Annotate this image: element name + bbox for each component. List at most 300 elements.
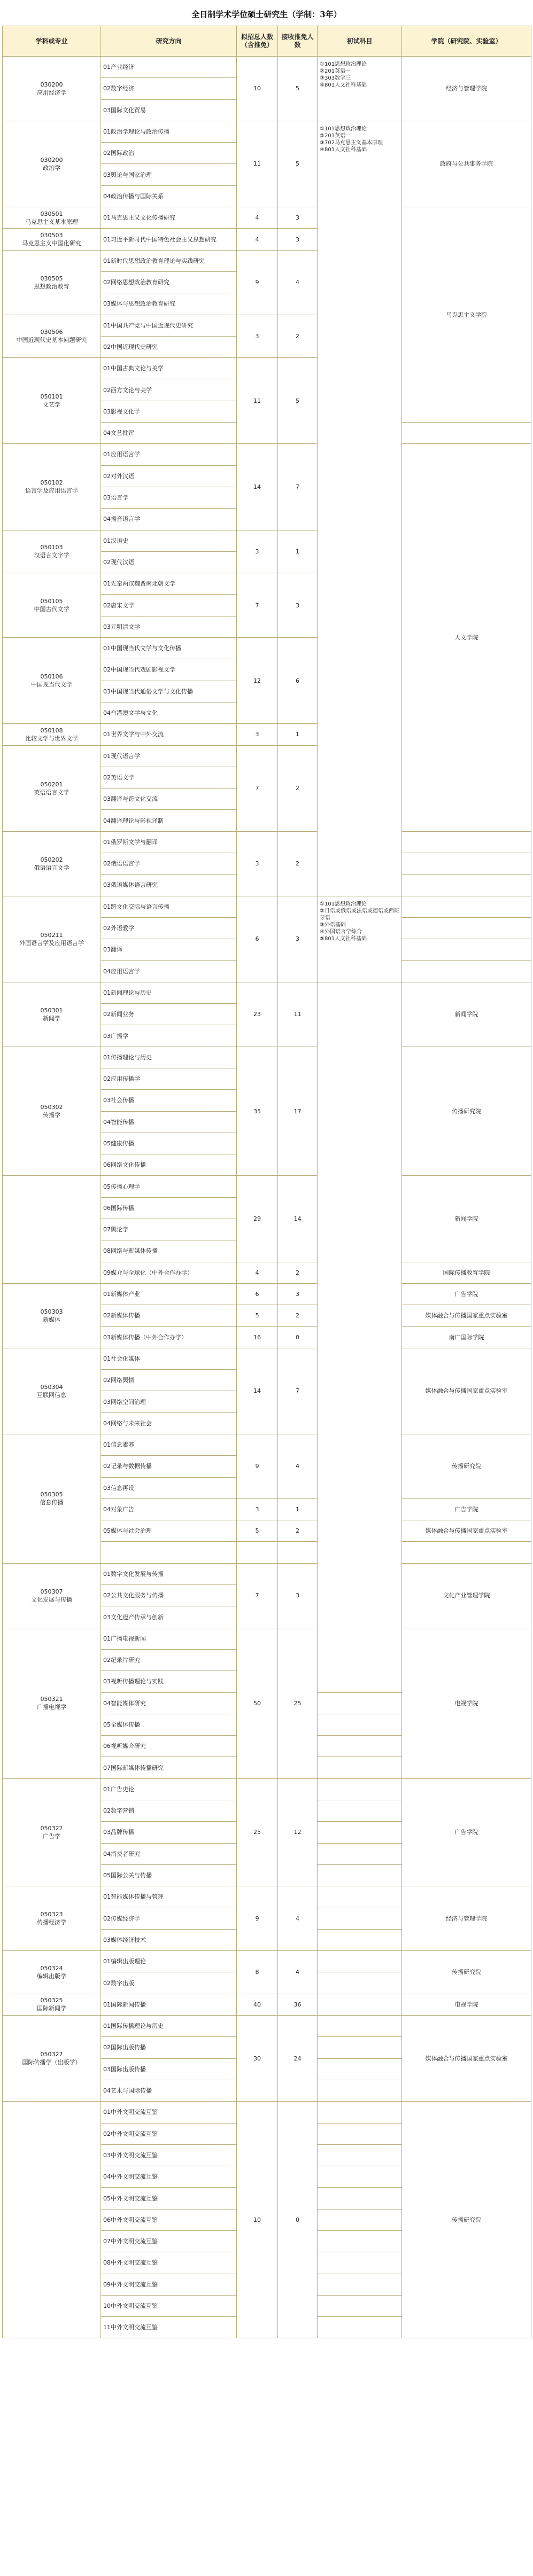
- total-count-cell: 14: [237, 1348, 278, 1434]
- direction-cell: 02传媒经济学: [101, 1908, 237, 1929]
- header-exempt: 接收推免人数: [278, 26, 318, 57]
- exempt-count-cell: 7: [278, 444, 318, 530]
- exempt-count-cell: 3: [278, 229, 318, 250]
- table-row: [3, 1951, 531, 1972]
- total-count-cell: 4: [237, 207, 278, 229]
- direction-cell: 01数字文化发展与传播: [101, 1563, 237, 1584]
- major-cell: 050105 中国古代文学: [3, 573, 101, 638]
- total-count-cell: 3: [237, 831, 278, 896]
- table-row: [3, 896, 531, 917]
- empty-cell: [402, 896, 531, 917]
- department-cell: 文化产业管理学院: [402, 1563, 531, 1628]
- total-count-cell: 9: [237, 1886, 278, 1951]
- department-cell: 广告学院: [402, 1498, 531, 1520]
- total-count-cell: 7: [237, 573, 278, 638]
- table-row: [3, 831, 531, 853]
- exempt-count-cell: 17: [278, 1047, 318, 1176]
- direction-cell: 02新媒体传播: [101, 1305, 237, 1326]
- total-count-cell: 5: [237, 1305, 278, 1326]
- header-department: 学院（研究院、实验室）: [402, 26, 531, 57]
- major-cell: 050106 中国现当代文学: [3, 638, 101, 724]
- direction-cell: 01国际新闻传播: [101, 1994, 237, 2015]
- major-cell: [3, 2102, 101, 2338]
- direction-cell: 05传播心理学: [101, 1176, 237, 1197]
- table-row: [3, 1176, 531, 1197]
- major-cell: 050302 传播学: [3, 1047, 101, 1176]
- department-cell: 媒体融合与传播国家重点实验室: [402, 1348, 531, 1434]
- direction-cell: 04艺术与国际传播: [101, 2080, 237, 2101]
- major-cell: 050103 汉语言文字学: [3, 530, 101, 573]
- exempt-count-cell: 7: [278, 1348, 318, 1434]
- empty-cell: [318, 2252, 402, 2274]
- empty-cell: [101, 1542, 237, 1563]
- department-cell: 经济与管理学院: [402, 57, 531, 121]
- direction-cell: 04智能媒体研究: [101, 1692, 237, 1714]
- major-cell: 050324 编辑出版学: [3, 1951, 101, 1994]
- empty-cell: [318, 2188, 402, 2209]
- exempt-count-cell: 3: [278, 1283, 318, 1305]
- header-major: 学科或专业: [3, 26, 101, 57]
- empty-cell: [318, 1994, 402, 2015]
- direction-cell: 07舆论学: [101, 1219, 237, 1240]
- total-count-cell: 6: [237, 1283, 278, 1305]
- direction-cell: 01跨文化交际与语言传播: [101, 896, 237, 917]
- header-exam: 初试科目: [318, 26, 402, 57]
- department-cell: 电视学院: [402, 1994, 531, 2015]
- direction-cell: 01国际传播理论与历史: [101, 2016, 237, 2037]
- exempt-count-cell: 1: [278, 1498, 318, 1520]
- exempt-count-cell: 3: [278, 1563, 318, 1628]
- total-count-cell: 9: [237, 250, 278, 315]
- major-cell: 050304 互联网信息: [3, 1348, 101, 1434]
- direction-cell: 01智能媒体传播与管理: [101, 1886, 237, 1908]
- direction-cell: 04中外文明交流互鉴: [101, 2166, 237, 2188]
- direction-cell: 07国际新媒体传播研究: [101, 1757, 237, 1778]
- direction-cell: 01政治学理论与政治传播: [101, 121, 237, 142]
- direction-cell: 03新媒体传播（中外合作办学）: [101, 1326, 237, 1348]
- direction-cell: 02数字营销: [101, 1800, 237, 1822]
- direction-cell: 06国际传播: [101, 1197, 237, 1219]
- exempt-count-cell: 5: [278, 57, 318, 121]
- major-cell: 030200 政治学: [3, 121, 101, 207]
- major-cell: 050101 文艺学: [3, 358, 101, 444]
- empty-cell: [318, 1822, 402, 1843]
- exempt-count-cell: 0: [278, 2102, 318, 2338]
- total-count-cell: 7: [237, 1563, 278, 1628]
- empty-cell: [318, 2209, 402, 2230]
- direction-cell: 01中国共产党与中国近现代史研究: [101, 315, 237, 336]
- exempt-count-cell: 2: [278, 831, 318, 896]
- direction-cell: 05媒体与社会治理: [101, 1520, 237, 1542]
- direction-cell: 02中国近现代史研究: [101, 336, 237, 357]
- department-cell: 传播研究院: [402, 1434, 531, 1499]
- direction-cell: 03社会传播: [101, 1090, 237, 1111]
- empty-cell: [318, 1757, 402, 1778]
- major-cell: 050202 俄语语言文学: [3, 831, 101, 896]
- direction-cell: 06视听媒介研究: [101, 1736, 237, 1757]
- direction-cell: 03信息再设: [101, 1477, 237, 1498]
- total-count-cell: 3: [237, 1498, 278, 1520]
- direction-cell: 02记录与数据传播: [101, 1456, 237, 1477]
- total-count-cell: 3: [237, 724, 278, 745]
- department-cell: 媒体融合与传播国家重点实验室: [402, 1305, 531, 1326]
- department-cell: 新闻学院: [402, 1176, 531, 1262]
- total-count-cell: 11: [237, 358, 278, 444]
- direction-cell: 03视听传播理论与实践: [101, 1671, 237, 1692]
- direction-cell: 01汉语史: [101, 530, 237, 551]
- empty-cell: [318, 2274, 402, 2295]
- major-cell: 050108 比较文学与世界文学: [3, 724, 101, 745]
- direction-cell: 01中外文明交流互鉴: [101, 2102, 237, 2123]
- direction-cell: 04网络与未来社会: [101, 1412, 237, 1434]
- direction-cell: 02国际政治: [101, 143, 237, 164]
- empty-cell: [318, 1951, 402, 1972]
- exempt-count-cell: 5: [278, 358, 318, 444]
- major-cell: 050321 广播电视学: [3, 1628, 101, 1778]
- direction-cell: 04播音语言学: [101, 509, 237, 530]
- department-cell: 广告学院: [402, 1778, 531, 1886]
- direction-cell: 05全媒体传播: [101, 1714, 237, 1735]
- table-row: [3, 982, 531, 1003]
- empty-cell: [318, 2016, 402, 2037]
- header-direction: 研究方向: [101, 26, 237, 57]
- table-row: [3, 2016, 531, 2037]
- empty-cell: [318, 2037, 402, 2058]
- exempt-count-cell: 3: [278, 573, 318, 638]
- exam-subjects-cell: ①101思想政治理论 ②201英语一 ③303数学三 ④801人文社科基础: [318, 57, 402, 121]
- direction-cell: 01先秦两汉魏晋南北朝文学: [101, 573, 237, 595]
- department-cell: 政府与公共事务学院: [402, 121, 531, 207]
- exempt-count-cell: 36: [278, 1994, 318, 2015]
- table-row: [3, 1886, 531, 1908]
- direction-cell: 06网络文化传播: [101, 1154, 237, 1176]
- direction-cell: 03影视文化学: [101, 401, 237, 422]
- exempt-count-cell: 2: [278, 1262, 318, 1283]
- department-cell: 传播研究院: [402, 1951, 531, 1994]
- empty-cell: [318, 1972, 402, 1994]
- major-cell: 050102 语言学及应用语言学: [3, 444, 101, 530]
- direction-cell: 03网络空间治理: [101, 1391, 237, 1412]
- exempt-count-cell: 24: [278, 2016, 318, 2102]
- direction-cell: 03中国现当代通俗文学与文化传播: [101, 681, 237, 702]
- direction-cell: 02新闻业务: [101, 1004, 237, 1025]
- empty-cell: [318, 2144, 402, 2166]
- empty-cell: [237, 1542, 278, 1563]
- exempt-count-cell: 14: [278, 1176, 318, 1262]
- empty-cell: [402, 853, 531, 874]
- direction-cell: 03翻译与跨文化交流: [101, 789, 237, 810]
- direction-cell: 08中外文明交流互鉴: [101, 2252, 237, 2274]
- direction-cell: 02国际出版传播: [101, 2037, 237, 2058]
- page-title: 全日制学术学位硕士研究生（学制：3年）: [191, 10, 342, 19]
- direction-cell: 02现代汉语: [101, 551, 237, 573]
- direction-cell: 03国际出版传播: [101, 2058, 237, 2080]
- major-cell: 030506 中国近现代史基本问题研究: [3, 315, 101, 358]
- direction-cell: 01新闻理论与历史: [101, 982, 237, 1003]
- direction-cell: 03俄语媒体语言研究: [101, 875, 237, 896]
- direction-cell: 05国际公关与传播: [101, 1864, 237, 1886]
- direction-cell: 04应用语言学: [101, 961, 237, 982]
- direction-cell: 03媒体与思想政治教育研究: [101, 293, 237, 315]
- total-count-cell: 30: [237, 2016, 278, 2102]
- direction-cell: 03广播学: [101, 1025, 237, 1047]
- direction-cell: 03品牌传播: [101, 1822, 237, 1843]
- department-cell: 广告学院: [402, 1283, 531, 1305]
- direction-cell: 02西方文论与美学: [101, 379, 237, 401]
- direction-cell: 04消费者研究: [101, 1843, 237, 1864]
- exempt-count-cell: 4: [278, 250, 318, 315]
- document: [2, 3, 531, 2338]
- empty-cell: [318, 2080, 402, 2101]
- exempt-count-cell: 2: [278, 315, 318, 358]
- major-cell: 030501 马克思主义基本原理: [3, 207, 101, 229]
- direction-cell: 01传播理论与历史: [101, 1047, 237, 1068]
- direction-cell: 02纪录片研究: [101, 1649, 237, 1671]
- direction-cell: 04翻译理论与影视译制: [101, 810, 237, 831]
- empty-cell: [318, 1714, 402, 1735]
- exempt-count-cell: 2: [278, 1305, 318, 1326]
- direction-cell: 01中国古典文论与美学: [101, 358, 237, 379]
- direction-cell: 11中外文明交流互鉴: [101, 2317, 237, 2338]
- department-cell: 人文学院: [402, 444, 531, 831]
- total-count-cell: 50: [237, 1628, 278, 1778]
- table-row: [3, 1778, 531, 1800]
- major-cell: [3, 1176, 101, 1283]
- direction-cell: 02应用传播学: [101, 1068, 237, 1089]
- exempt-count-cell: 2: [278, 1520, 318, 1542]
- direction-cell: 04智能传播: [101, 1111, 237, 1133]
- total-count-cell: 14: [237, 444, 278, 530]
- direction-cell: 06中外文明交流互鉴: [101, 2209, 237, 2230]
- major-cell: 050307 文化发展与传播: [3, 1563, 101, 1628]
- direction-cell: 01俄罗斯文学与翻译: [101, 831, 237, 853]
- direction-cell: 01世界文学与中外交流: [101, 724, 237, 745]
- exam-subjects-cell: ①101思想政治理论 ②日语或俄语或法语或德语或西班牙语 ③外语基础 ④外国语言学综合 ⑤801人文社科基础: [318, 896, 402, 982]
- empty-cell: [318, 1843, 402, 1864]
- total-count-cell: 23: [237, 982, 278, 1047]
- empty-cell: [318, 2123, 402, 2144]
- empty-cell: [318, 1778, 402, 1800]
- empty-cell: [402, 961, 531, 982]
- direction-cell: 01信息素养: [101, 1434, 237, 1456]
- exempt-count-cell: 4: [278, 1434, 318, 1499]
- table-header-row: [3, 26, 531, 57]
- direction-cell: 05中外文明交流互鉴: [101, 2188, 237, 2209]
- total-count-cell: 16: [237, 1326, 278, 1348]
- empty-cell: [318, 1908, 402, 1929]
- major-cell: 050301 新闻学: [3, 982, 101, 1047]
- major-cell: 050325 国际新闻学: [3, 1994, 101, 2015]
- direction-cell: 07中外文明交流互鉴: [101, 2230, 237, 2252]
- direction-cell: 05健康传播: [101, 1133, 237, 1154]
- empty-cell: [402, 875, 531, 896]
- direction-cell: 03媒体经济技术: [101, 1929, 237, 1950]
- major-cell: 050323 传播经济学: [3, 1886, 101, 1951]
- total-count-cell: 4: [237, 1262, 278, 1283]
- direction-cell: 01中国现当代文学与文化传播: [101, 638, 237, 659]
- direction-cell: 03文化遗产传承与创新: [101, 1606, 237, 1628]
- total-count-cell: 12: [237, 638, 278, 724]
- major-cell: 050305 信息传播: [3, 1434, 101, 1564]
- exempt-count-cell: 25: [278, 1628, 318, 1778]
- empty-cell: [318, 2102, 402, 2123]
- empty-cell: [318, 2166, 402, 2188]
- table-row: [3, 1563, 531, 1584]
- total-count-cell: 4: [237, 229, 278, 250]
- major-cell: 030200 应用经济学: [3, 57, 101, 121]
- major-cell: 050327 国际传播学（出版学）: [3, 2016, 101, 2102]
- empty-cell: [318, 1800, 402, 1822]
- department-cell: 马克思主义学院: [402, 207, 531, 423]
- department-cell: 国际传播教育学院: [402, 1262, 531, 1283]
- header-total: 拟招总人数（含推免）: [237, 26, 278, 57]
- table-row: [3, 2102, 531, 2123]
- direction-cell: 02对外汉语: [101, 465, 237, 487]
- department-cell: 传播研究院: [402, 1047, 531, 1176]
- exempt-count-cell: 0: [278, 1326, 318, 1348]
- table-row: [3, 57, 531, 78]
- total-count-cell: 9: [237, 1434, 278, 1499]
- total-count-cell: 29: [237, 1176, 278, 1262]
- exempt-count-cell: 6: [278, 638, 318, 724]
- direction-cell: 02中外文明交流互鉴: [101, 2123, 237, 2144]
- department-cell: 南广国际学院: [402, 1326, 531, 1348]
- direction-cell: 09媒介与全球化（中外合作办学）: [101, 1262, 237, 1283]
- total-count-cell: 10: [237, 57, 278, 121]
- empty-cell: [318, 1929, 402, 1950]
- exempt-count-cell: 4: [278, 1951, 318, 1994]
- department-cell: 新闻学院: [402, 982, 531, 1047]
- exempt-count-cell: 1: [278, 530, 318, 573]
- empty-cell: [402, 1542, 531, 1563]
- direction-cell: 03中外文明交流互鉴: [101, 2144, 237, 2166]
- direction-cell: 02外语教学: [101, 917, 237, 939]
- direction-cell: 01产业经济: [101, 57, 237, 78]
- total-count-cell: 8: [237, 1951, 278, 1994]
- total-count-cell: 3: [237, 315, 278, 358]
- direction-cell: 02中国现当代戏剧影视文学: [101, 659, 237, 681]
- enrollment-table: [2, 26, 531, 2338]
- total-count-cell: 6: [237, 896, 278, 982]
- table-body: [3, 57, 531, 2338]
- table-row: [3, 1047, 531, 1068]
- department-cell: 传播研究院: [402, 2102, 531, 2338]
- direction-cell: 02英语文学: [101, 767, 237, 788]
- direction-cell: 01现代语言学: [101, 745, 237, 767]
- table-row: [3, 1994, 531, 2015]
- department-cell: 经济与管理学院: [402, 1886, 531, 1951]
- empty-cell: [278, 1542, 318, 1563]
- direction-cell: 02数字出版: [101, 1972, 237, 1994]
- major-cell: 050211 外国语言学及应用语言学: [3, 896, 101, 982]
- direction-cell: 03语言学: [101, 487, 237, 508]
- exempt-count-cell: 11: [278, 982, 318, 1047]
- direction-cell: 01新媒体产业: [101, 1283, 237, 1305]
- table-row: [3, 207, 531, 229]
- direction-cell: 02俄语语言学: [101, 853, 237, 874]
- table-row: [3, 1348, 531, 1369]
- exempt-count-cell: 1: [278, 724, 318, 745]
- direction-cell: 01广播电视新闻: [101, 1628, 237, 1649]
- direction-cell: 01广告史论: [101, 1778, 237, 1800]
- direction-cell: 09中外文明交流互鉴: [101, 2274, 237, 2295]
- empty-cell: [318, 1692, 402, 1714]
- department-cell: 媒体融合与传播国家重点实验室: [402, 1520, 531, 1542]
- major-cell: 050322 广告学: [3, 1778, 101, 1886]
- empty-cell: [318, 2295, 402, 2316]
- direction-cell: 08网络与新媒体传播: [101, 1240, 237, 1262]
- major-cell: 030503 马克思主义中国化研究: [3, 229, 101, 250]
- empty-cell: [318, 2058, 402, 2080]
- exam-subjects-cell: [318, 982, 402, 1692]
- direction-cell: 04政治传播与国际关系: [101, 185, 237, 207]
- direction-cell: 04台港澳文学与文化: [101, 702, 237, 723]
- exam-subjects-cell: ①101思想政治理论 ②201英语一 ③702马克思主义基本原理 ④801人文社科基础: [318, 121, 402, 896]
- empty-cell: [318, 1864, 402, 1886]
- table-row: [3, 121, 531, 142]
- exempt-count-cell: 12: [278, 1778, 318, 1886]
- table-row: [3, 1283, 531, 1305]
- direction-cell: 01社会化媒体: [101, 1348, 237, 1369]
- direction-cell: 01马克思主义文化传播研究: [101, 207, 237, 229]
- exempt-count-cell: 5: [278, 121, 318, 207]
- direction-cell: 02唐宋文学: [101, 595, 237, 616]
- exempt-count-cell: 2: [278, 745, 318, 831]
- direction-cell: 02网络思想政治教育研究: [101, 271, 237, 293]
- direction-cell: 02数字经济: [101, 78, 237, 99]
- empty-cell: [402, 831, 531, 853]
- direction-cell: 03舆论与国家治理: [101, 164, 237, 185]
- table-row: [3, 1628, 531, 1649]
- direction-cell: 01新时代思想政治教育理论与实践研究: [101, 250, 237, 271]
- table-row: [3, 444, 531, 465]
- direction-cell: 02公共文化服务与传播: [101, 1585, 237, 1606]
- major-cell: 050201 英语语言文学: [3, 745, 101, 831]
- empty-cell: [318, 1736, 402, 1757]
- exempt-count-cell: 3: [278, 207, 318, 229]
- direction-cell: 04对象广告: [101, 1498, 237, 1520]
- direction-cell: 03元明清文学: [101, 616, 237, 637]
- direction-cell: 04文艺批评: [101, 423, 237, 444]
- total-count-cell: 35: [237, 1047, 278, 1176]
- direction-cell: 10中外文明交流互鉴: [101, 2295, 237, 2316]
- empty-cell: [402, 939, 531, 961]
- total-count-cell: 10: [237, 2102, 278, 2338]
- direction-cell: 01编辑出版理论: [101, 1951, 237, 1972]
- direction-cell: 01习近平新时代中国特色社会主义思想研究: [101, 229, 237, 250]
- empty-cell: [318, 2230, 402, 2252]
- exempt-count-cell: 4: [278, 1886, 318, 1951]
- total-count-cell: 5: [237, 1520, 278, 1542]
- empty-cell: [402, 423, 531, 444]
- total-count-cell: 40: [237, 1994, 278, 2015]
- department-cell: 媒体融合与传播国家重点实验室: [402, 2016, 531, 2102]
- major-cell: 030505 思想政治教育: [3, 250, 101, 315]
- department-cell: 电视学院: [402, 1628, 531, 1778]
- direction-cell: 02网络舆情: [101, 1370, 237, 1391]
- empty-cell: [402, 917, 531, 939]
- total-count-cell: 11: [237, 121, 278, 207]
- table-row: [3, 1434, 531, 1456]
- exempt-count-cell: 3: [278, 896, 318, 982]
- total-count-cell: 3: [237, 530, 278, 573]
- empty-cell: [318, 1886, 402, 1908]
- total-count-cell: 25: [237, 1778, 278, 1886]
- total-count-cell: 7: [237, 745, 278, 831]
- direction-cell: 03翻译: [101, 939, 237, 961]
- direction-cell: 03国际文化贸易: [101, 99, 237, 121]
- direction-cell: 01应用语言学: [101, 444, 237, 465]
